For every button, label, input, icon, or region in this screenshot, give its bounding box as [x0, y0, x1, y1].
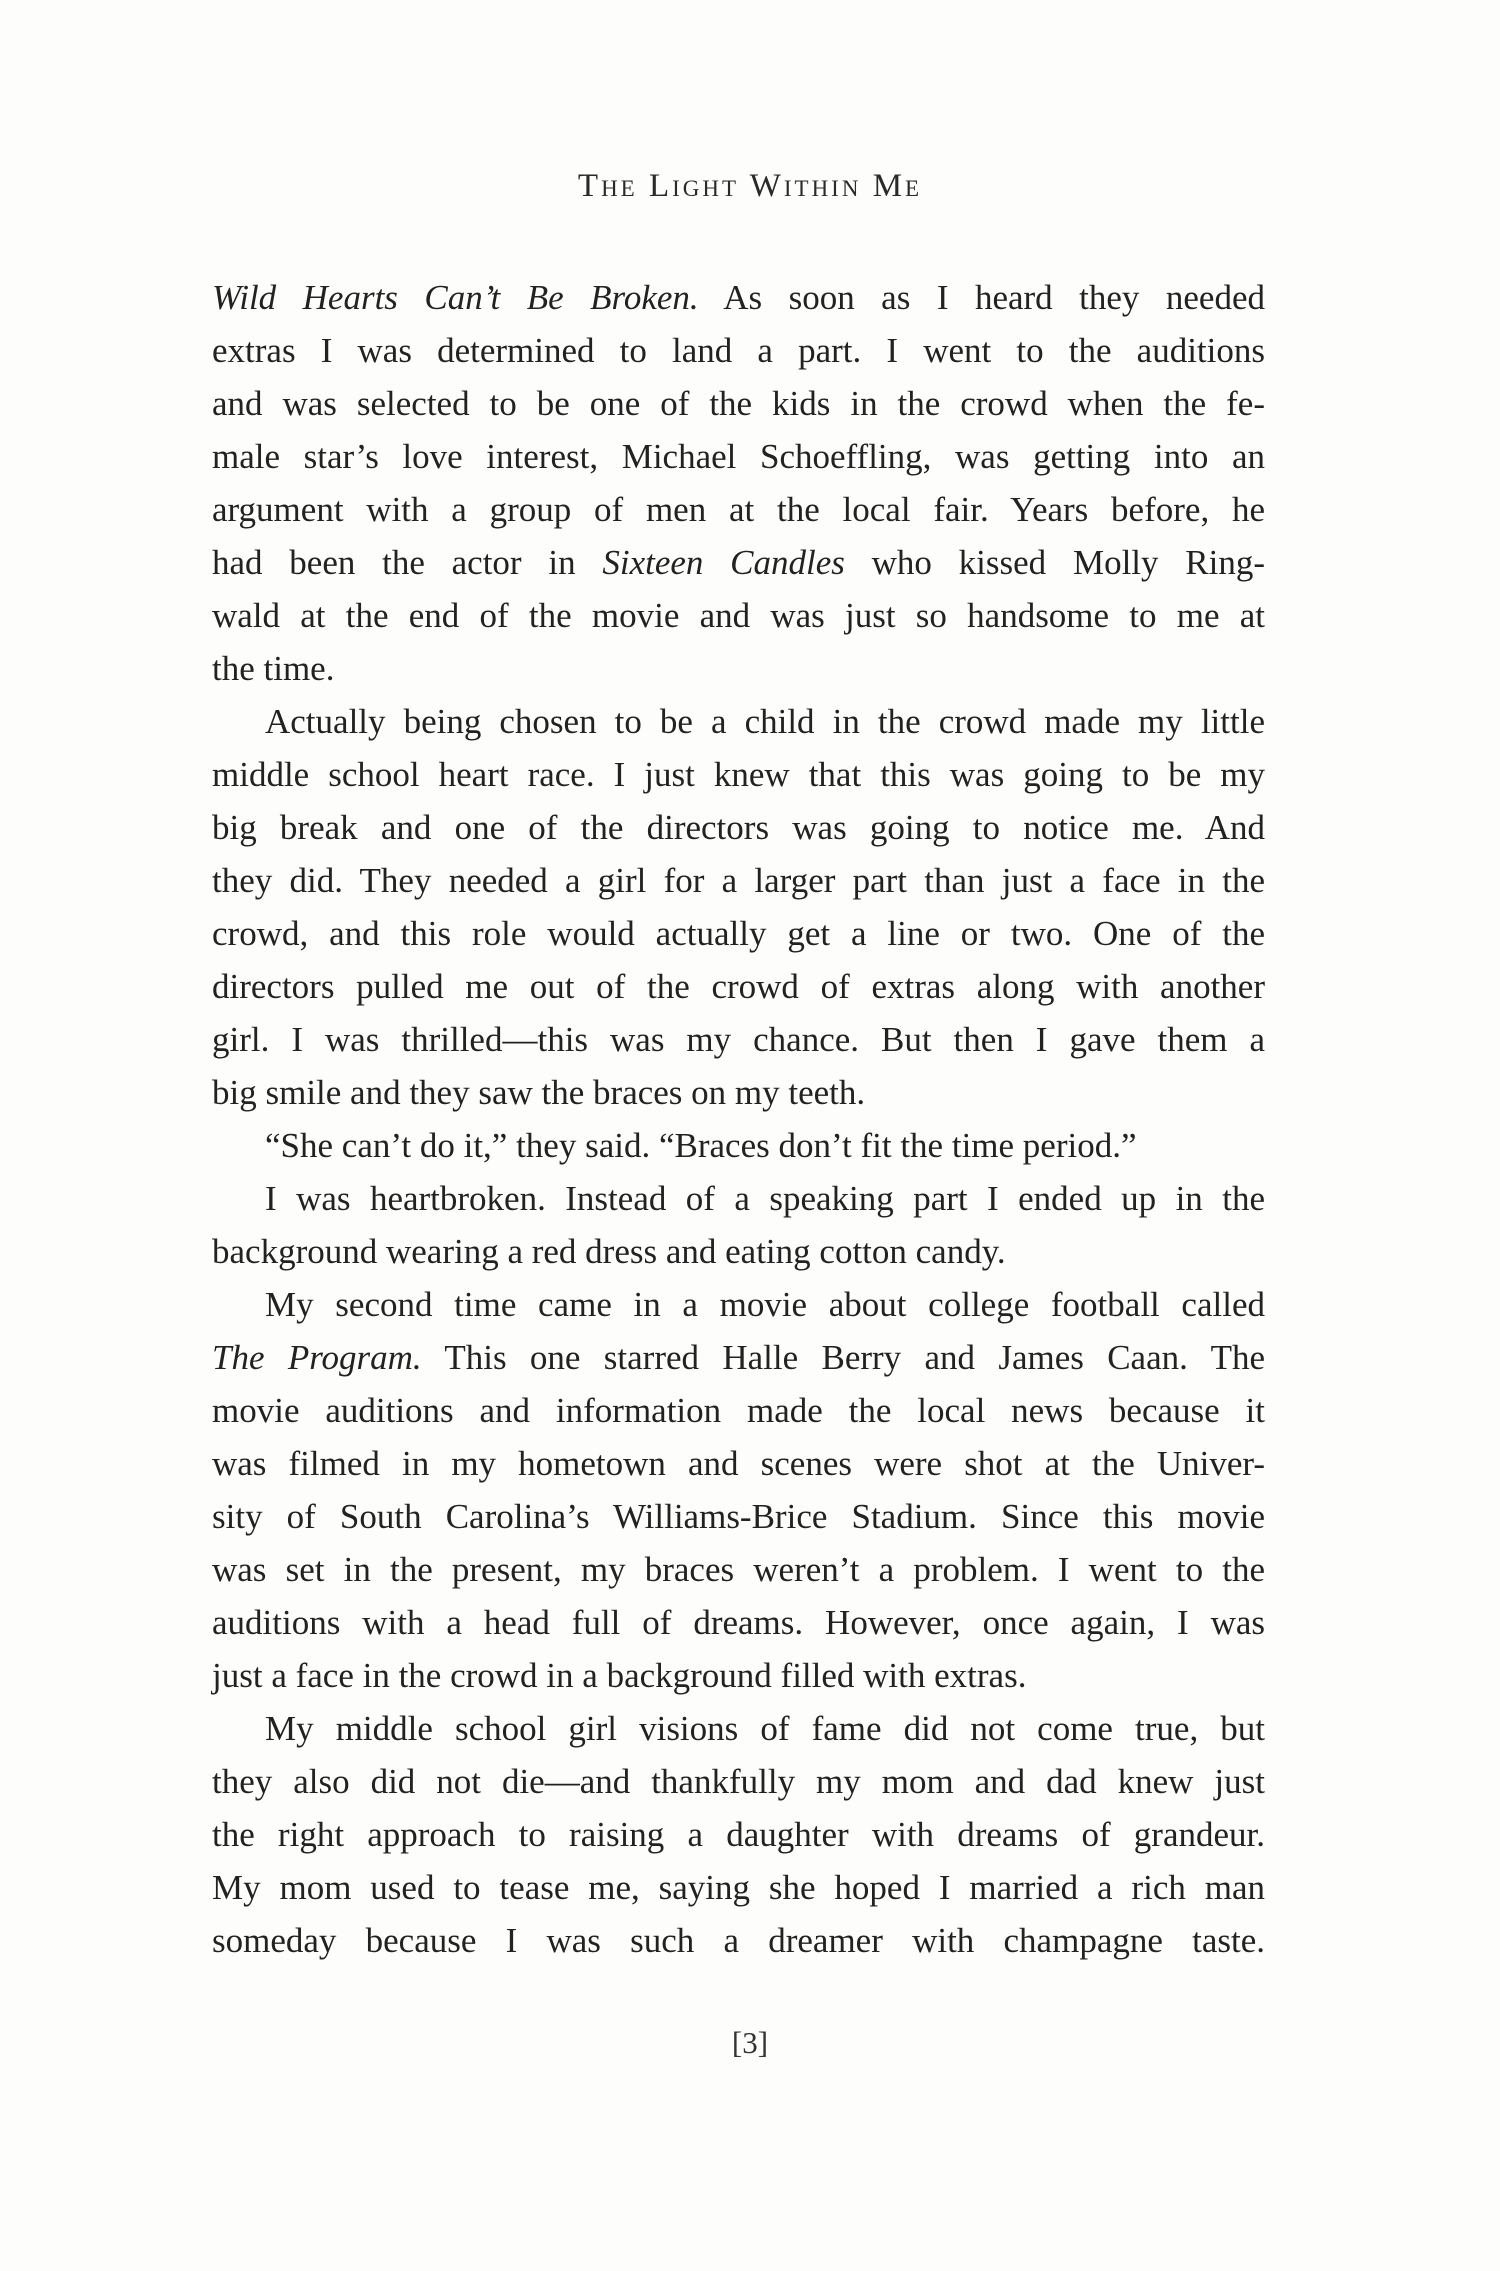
text-line — [212, 907, 1265, 960]
text-run: auditions with a head full of dreams. However, once again, I was — [212, 1603, 1265, 1642]
text-line — [212, 695, 1265, 748]
text-line — [212, 1755, 1265, 1808]
body-text — [212, 271, 1265, 1967]
paragraph — [212, 1119, 1265, 1172]
running-head: The Light Within Me — [577, 168, 923, 204]
text-run: background wearing a red dress and eating cotton candy. — [212, 1232, 1006, 1271]
text-line — [212, 377, 1265, 430]
text-run: My middle school girl visions of fame did not come true, but — [265, 1709, 1265, 1748]
text-run: crowd, and this role would actually get a line or two. One of the — [212, 914, 1265, 953]
text-line — [212, 1808, 1265, 1861]
text-run: big smile and they saw the braces on my teeth. — [212, 1073, 866, 1112]
text-line — [212, 1914, 1265, 1967]
text-run: big break and one of the directors was going to notice me. And — [212, 808, 1265, 847]
paragraph — [212, 1172, 1265, 1278]
text-run: was filmed in my hometown and scenes were shot at the Univer- — [212, 1444, 1265, 1483]
text-run: extras I was determined to land a part. I went to the auditions — [212, 331, 1265, 370]
page-number: [3] — [731, 2025, 769, 2060]
text-run: This one starred Halle Berry and James Caan. The — [421, 1338, 1265, 1377]
text-line — [212, 589, 1265, 642]
text-line — [212, 1490, 1265, 1543]
italic-title: Sixteen Candles — [602, 543, 845, 582]
text-line — [212, 1596, 1265, 1649]
text-line — [212, 960, 1265, 1013]
text-run: sity of South Carolina’s Williams-Brice Stadium. Since this movie — [212, 1497, 1265, 1536]
text-line — [212, 1066, 1265, 1119]
text-run: wald at the end of the movie and was just so handsome to me at — [212, 596, 1265, 635]
italic-title: The Program. — [212, 1338, 422, 1377]
text-line — [212, 271, 1265, 324]
text-line — [212, 1437, 1265, 1490]
text-line — [212, 1702, 1265, 1755]
text-run: who kissed Molly Ring- — [844, 543, 1265, 582]
text-line — [212, 1384, 1265, 1437]
text-run: My mom used to tease me, saying she hoped I married a rich man — [212, 1868, 1265, 1907]
text-line — [212, 1225, 1265, 1278]
text-run: directors pulled me out of the crowd of extras along with another — [212, 967, 1265, 1006]
text-line — [212, 536, 1265, 589]
text-line — [212, 1861, 1265, 1914]
text-run: just a face in the crowd in a background filled with extras. — [212, 1656, 1027, 1695]
text-line — [212, 642, 1265, 695]
text-run: movie auditions and information made the local news because it — [212, 1391, 1265, 1430]
text-run: My second time came in a movie about college football called — [265, 1285, 1265, 1324]
text-line — [212, 430, 1265, 483]
text-run: argument with a group of men at the local fair. Years before, he — [212, 490, 1265, 529]
text-run: someday because I was such a dreamer with champagne taste. — [212, 1921, 1265, 1960]
text-run: they also did not die—and thankfully my mom and dad knew just — [212, 1762, 1265, 1801]
text-run: “She can’t do it,” they said. “Braces don’t fit the time period.” — [265, 1126, 1137, 1165]
text-run: they did. They needed a girl for a larger part than just a face in the — [212, 861, 1265, 900]
text-line — [212, 1119, 1265, 1172]
text-line — [212, 1331, 1265, 1384]
text-run: male star’s love interest, Michael Schoeffling, was getting into an — [212, 437, 1265, 476]
text-run: I was heartbroken. Instead of a speaking part I ended up in the — [265, 1179, 1265, 1218]
text-line — [212, 324, 1265, 377]
text-line — [212, 1013, 1265, 1066]
paragraph — [212, 271, 1265, 695]
text-run: the time. — [212, 649, 335, 688]
text-run: and was selected to be one of the kids in the crowd when the fe- — [212, 384, 1265, 423]
text-run: had been the actor in — [212, 543, 603, 582]
text-line — [212, 1172, 1265, 1225]
text-run: girl. I was thrilled—this was my chance. But then I gave them a — [212, 1020, 1265, 1059]
text-run: As soon as I heard they needed — [698, 278, 1266, 317]
text-line — [212, 1543, 1265, 1596]
text-line — [212, 854, 1265, 907]
text-line — [212, 801, 1265, 854]
text-line — [212, 748, 1265, 801]
text-line — [212, 1278, 1265, 1331]
text-line — [212, 1649, 1265, 1702]
text-run: Actually being chosen to be a child in the crowd made my little — [265, 702, 1265, 741]
text-run: middle school heart race. I just knew that this was going to be my — [212, 755, 1265, 794]
paragraph — [212, 1702, 1265, 1967]
text-line — [212, 483, 1265, 536]
italic-title: Wild Hearts Can’t Be Broken. — [212, 278, 699, 317]
paragraph — [212, 1278, 1265, 1702]
text-run: was set in the present, my braces weren’t a problem. I went to the — [212, 1550, 1265, 1589]
text-run: the right approach to raising a daughter with dreams of grandeur. — [212, 1815, 1265, 1854]
paragraph — [212, 695, 1265, 1119]
